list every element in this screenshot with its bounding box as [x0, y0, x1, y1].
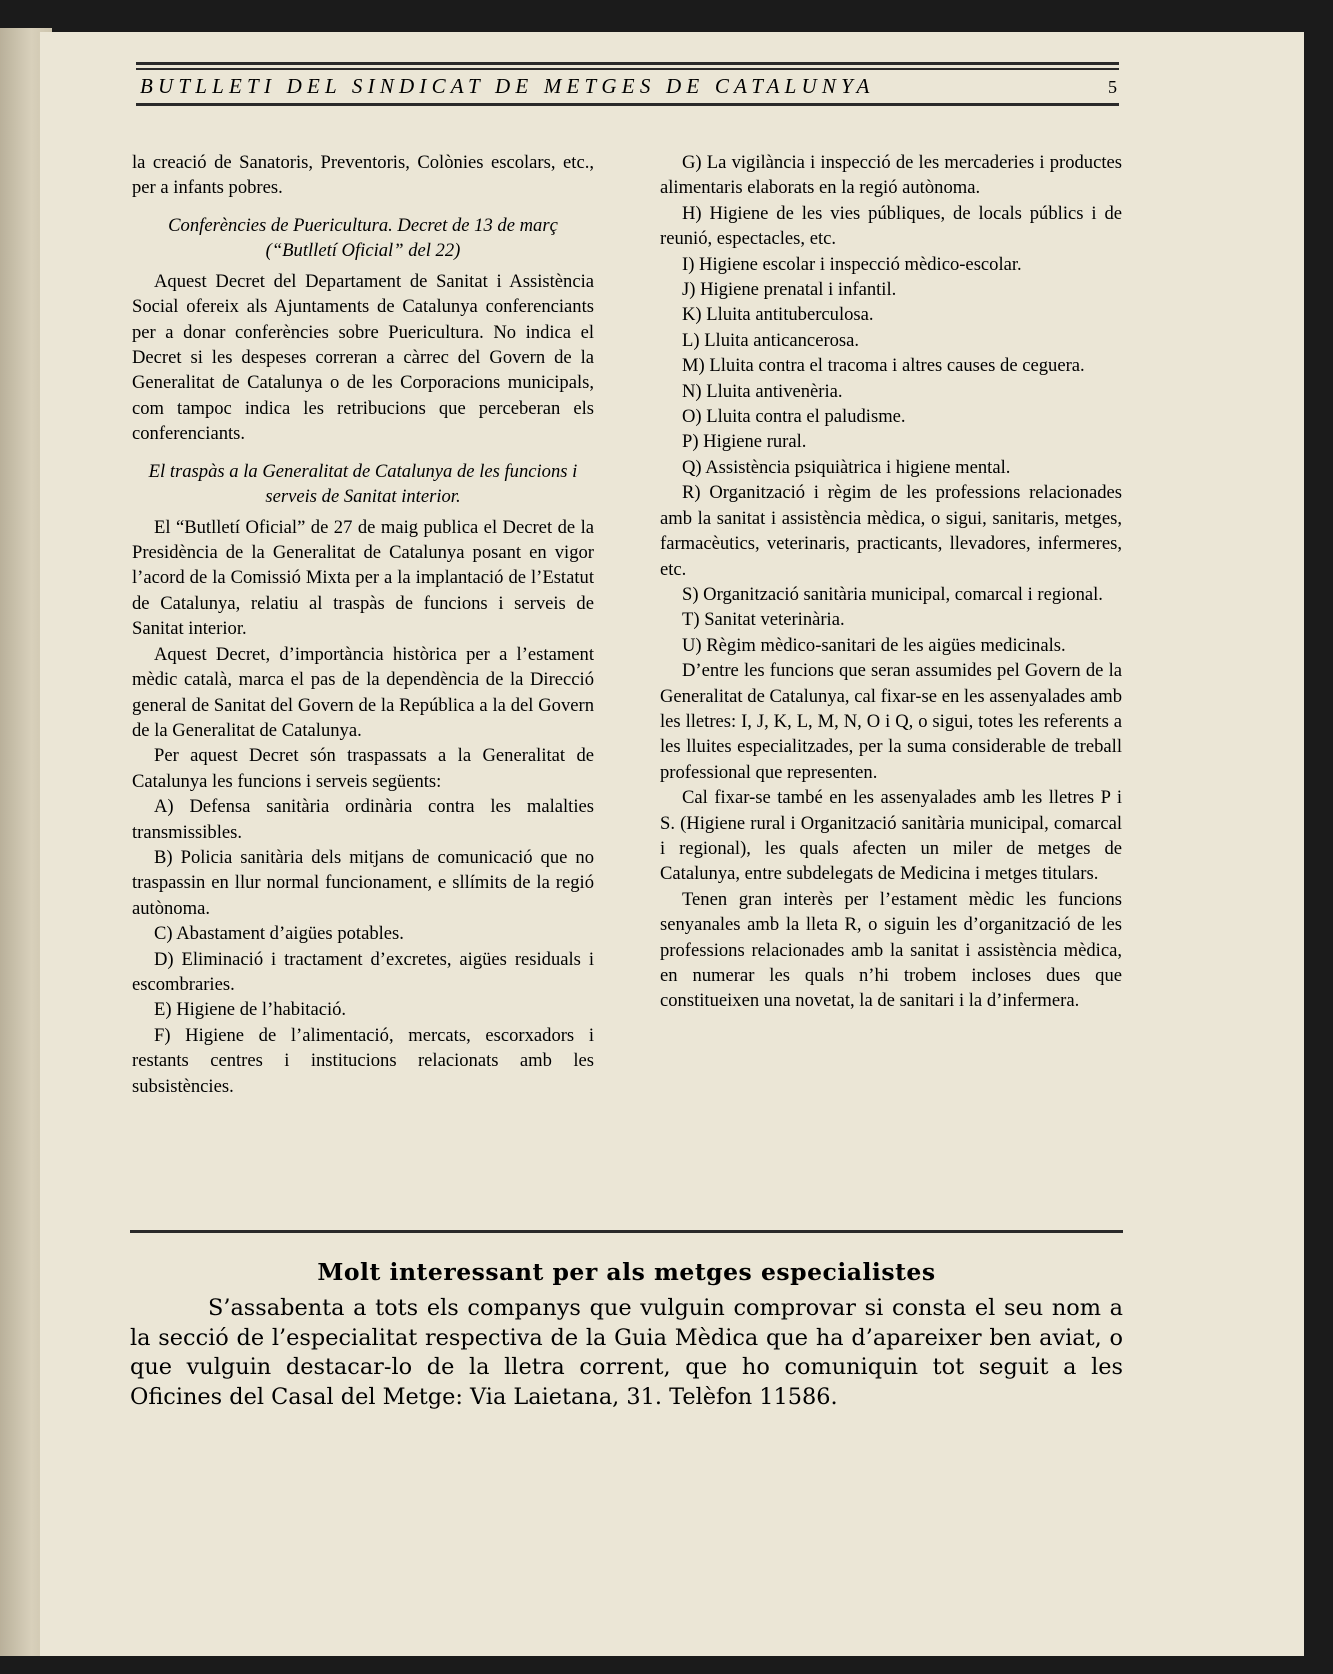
list-item: C) Abastament d’aigües potables.: [154, 923, 404, 945]
right-column: [660, 150, 1122, 1099]
section-heading: Conferències de Puericultura. Decret de 13 de març (“Butlletí Oficial” del 22): [168, 214, 558, 261]
header-rule: [136, 62, 1119, 65]
paragraph: Aquest Decret, d’importància històrica per a l’estament mèdic català, marca el pas de la dependència de la Direcció general de Sanitat del Govern de la República a la del Govern de la Generalitat de Catalunya.: [132, 643, 594, 741]
header-top-rules: [136, 62, 1119, 70]
list-item: J) Higiene prenatal i infantil.: [682, 279, 897, 301]
list-item: E) Higiene de l’habitació.: [154, 999, 347, 1021]
paragraph: D’entre les funcions que seran assumides pel Govern de la Generalitat de Catalunya, cal fixar-se en les assenyalades amb les lletres: I, J, K, L, M, N, O i Q, o sigui, totes les referents a les lluites especialitzades, per la suma considerable de treball professional que representen.: [660, 660, 1122, 783]
list-item: K) Lluita antituberculosa.: [682, 304, 874, 326]
list-item: I) Higiene escolar i inspecció mèdico-escolar.: [682, 253, 1022, 275]
list-item: U) Règim mèdico-sanitari de les aigües medicinals.: [682, 634, 1066, 656]
paragraph: Cal fixar-se també en les assenyalades amb les lletres P i S. (Higiene rural i Organització sanitària municipal, comarcal i regional), les quals afecten un miler de metges de Catalunya, entre subdelegats de Medicina i metges titulars.: [660, 787, 1122, 885]
list-item: L) Lluita anticancerosa.: [682, 329, 860, 351]
list-item: S) Organització sanitària municipal, comarcal i regional.: [682, 583, 1103, 605]
list-item: M) Lluita contra el tracoma i altres causes de ceguera.: [682, 355, 1085, 377]
list-item: H) Higiene de les vies públiques, de locals públics i de reunió, espectacles, etc.: [660, 202, 1122, 250]
list-item: O) Lluita contra el paludisme.: [682, 406, 906, 428]
list-item: N) Lluita antivenèria.: [682, 380, 843, 402]
list-item: R) Organització i règim de les professions relacionades amb la sanitat i assistència mèdica, o sigui, sanitaris, metges, farmacèutics, veterinaris, practicants, llevadores, infermeres, etc.: [660, 482, 1122, 580]
journal-title: BUTLLETI DEL SINDICAT DE METGES DE CATALUNYA: [140, 74, 875, 98]
paragraph: la creació de Sanatoris, Preventoris, Colònies escolars, etc., per a infants pobres.: [132, 152, 594, 199]
section-heading: El traspàs a la Generalitat de Catalunya de les funcions i serveis de Sanitat interior.: [148, 460, 578, 507]
paragraph: Aquest Decret del Departament de Sanitat i Assistència Social ofereix als Ajuntaments de Catalunya conferenciants per a donar conferències sobre Puericultura. No indica el Decret si les despeses correran a càrrec del Govern de la Generalitat de Catalunya o de les Corporacions municipals, com tampoc indica les retribucions que perceberan els conferenciants.: [132, 270, 594, 445]
list-item: T) Sanitat veterinària.: [682, 609, 845, 631]
running-header: [136, 62, 1119, 106]
list-item: A) Defensa sanitària ordinària contra les malalties transmissibles.: [132, 796, 594, 843]
header-line: [136, 70, 1119, 103]
paragraph: Tenen gran interès per l’estament mèdic les funcions senyanales amb la lleta R, o siguin les d’organització de les professions relacionades amb la sanitat i assistència mèdica, en numerar les quals n’hi trobem incloses dues que constitueixen una novetat, la de sanitari i la d’infermera.: [660, 888, 1122, 1012]
article-columns: [132, 150, 1122, 1099]
paragraph: Per aquest Decret són traspassats a la Generalitat de Catalunya les funcions i serveis següents:: [132, 745, 594, 792]
paragraph: El “Butlletí Oficial” de 27 de maig publica el Decret de la Presidència de la Generalitat de Catalunya posant en vigor l’acord de la Comissió Mixta per a la implantació de l’Estatut de Catalunya, relatiu al traspàs de funcions i serveis de Sanitat interior.: [132, 516, 594, 640]
list-item: F) Higiene de l’alimentació, mercats, escorxadors i restants centres i institucions relacionats amb les subsistències.: [132, 1024, 594, 1097]
notice-title: Molt interessant per als metges especialistes: [317, 1258, 936, 1286]
section-separator: [130, 1230, 1123, 1233]
page-number: 5: [1108, 77, 1117, 97]
left-column: [132, 150, 594, 1099]
list-item: B) Policia sanitària dels mitjans de comunicació que no traspassin en llur normal funcionament, e sllímits de la regió autònoma.: [132, 846, 594, 919]
header-bottom-rule: [136, 103, 1119, 106]
list-item: Q) Assistència psiquiàtrica i higiene mental.: [682, 456, 1011, 478]
notice-body: S’assabenta a tots els companys que vulguin comprovar si consta el seu nom a la secció de l’especialitat respectiva de la Guia Mèdica que ha d’apareixer ben aviat, o que vulguin destacar-lo de la lletra corrent, que ho comuniquin tot seguit a les Oficines del Casal del Metge: Via Laietana, 31. Telèfon 11586.: [130, 1295, 1123, 1410]
separator-rule: [130, 1230, 1123, 1233]
list-item: G) La vigilància i inspecció de les mercaderies i productes alimentaris elaborats en la regió autònoma.: [660, 152, 1122, 199]
notice-box: [130, 1258, 1123, 1412]
list-item: P) Higiene rural.: [682, 431, 807, 453]
list-item: D) Eliminació i tractament d’excretes, aigües residuals i escombraries.: [132, 948, 594, 995]
